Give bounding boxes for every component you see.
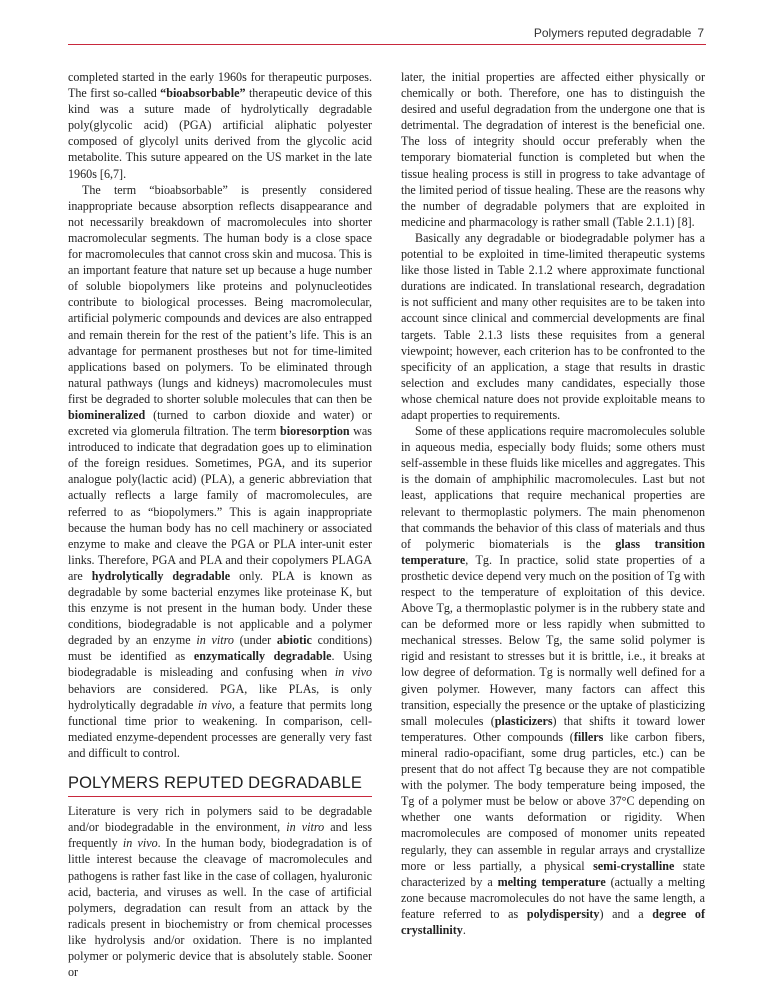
paragraph: later, the initial properties are affected either physically or chemically or both. Therefore, one has to distinguish the desired and useful degradation from the undergone one that is detrimental. The degradation of interest is the beneficial one. The loss of integrity should occur preferably when the temporary biomaterial function is completed but when the tissue healing process is still in progress to take advantage of the limited period of tissue healing. These are the reasons why the number of degradable polymers that are exploited in medicine and pharmacology is rather small (Table 2.1.1) [8]. [401,70,705,229]
bold-term: melting temperature [497,874,606,889]
running-title: Polymers reputed degradable [533,26,692,40]
bold-term: plasticizers [494,713,553,728]
italic-term: in vitro [196,633,234,648]
section-title: POLYMERS REPUTED DEGRADABLE [68,775,372,797]
bold-term: degree of crystallinity [401,906,706,937]
page-number: 7 [697,26,704,40]
bold-term: “bioabsorbable” [160,86,246,101]
paragraph: Some of these applications require macromolecules soluble in aqueous media, especially body fluids; some others must self-assemble in these fluids like micelles and aggregates. This is the domain of amphiphilic macromolecules. Last but not least, applications that require mechanical properties are relevant to thermoplastic polymers. The main phenomenon that commands the behavior of this class of materials and thus of polymeric biomaterials is the glass transition temperature, Tg. In practice, solid state properties of a prosthetic device depend very much on the position of Tg with respect to the temperature of exploitation of this device. Above Tg, a thermoplastic polymer is in the rubbery state and can be deformed more or less rapidly when submitted to mechanical stresses. Below Tg, the same solid polymer is rigid and resistant to stresses but it is brittle, i.e., it breaks at low degree of deformation. Tg is normally well defined for a given polymer. However, many factors can affect this transition, especially the presence or the uptake of plasticizing small molecules (plasticizers) that shifts it toward lower temperatures. Other compounds (fillers like carbon fibers, mineral radio-opacifiant, some drug particles, etc.) can be present that do not affect Tg because they are not compatible with the polymer. The body temperature being imposed, the Tg of a polymer must be below or above 37°C depending on whether one wants deformation or rigidity. When macromolecules are composed of monomer units repeated regularly, they can assemble in regular arrays and crystallize more or less partially, a physical semi-crystalline state characterized by a melting temperature (actually a melting zone because macromolecules do not have the same length, a feature referred to as polydispersity) and a degree of crystallinity. [401,424,706,937]
italic-term: in vivo [197,697,232,712]
paragraph: completed started in the early 1960s for therapeutic purposes. The first so-called “bioabsorbable” therapeutic device of this kind was a suture made of hydrolytically degradable poly(glycolic acid) (PGA) artificial aliphatic polyester composed of glycolyl units derived from the glycolic acid metabolite. This suture appeared on the US market in the late 1960s [6,7]. [68,70,372,181]
header-rule [68,44,706,45]
italic-term: in vivo [334,665,372,680]
paragraph: Basically any degradable or biodegradable polymer has a potential to be exploited in time-limited therapeutic systems like those listed in Table 2.1.2 where approximate functional durations are indicated. In translational research, degradation is not sufficient and many other requisites are to be taken into account since clinical and commercial developments are final targets. Table 2.1.3 lists these requisites from a general viewpoint; however, each criterion has to be confronted to the specificity of an application, a stage that results in drastic selection and excludes many candidates, especially those whose chemical nature does not provide exploitable means to adapt properties to requirements. [401,230,705,422]
bold-term: enzymatically degradable [193,649,332,664]
bold-term: semi-crystalline [593,858,675,873]
running-header [534,26,704,40]
right-column [401,69,705,938]
bold-term: fillers [573,729,604,744]
paragraph: The term “bioabsorbable” is presently considered inappropriate because absorption reflects disappearance and not necessarily breakdown of macromolecules into shorter macromolecular segments. The human body is a close space for macromolecules that cannot cross skin and mucosa. This is an important feature that nature set up because a huge number of soluble biopolymers like proteins and polynucleotides contribute to biological processes. Being macromolecular, artificial polymeric compounds and devices are also entrapped and remain therein for the rest of the patient’s life. This is an advantage for permanent prostheses but not for time-limited applications based on polymers. To be eliminated through natural pathways (lungs and kidneys) macromolecules must first be degraded to shorter soluble molecules that can then be biomineralized (turned to carbon dioxide and water) or excreted via glomerula filtration. The term bioresorption was introduced to indicate that degradation goes up to elimination of the foreign residues. Sometimes, PGA, and its superior analogue poly(lactic acid) (PLA), a generic abbreviation that actually reflects a large family of macromolecules, are referred to as “biopolymers.” This is again inappropriate because the human body has no cell machinery or associated enzyme to make and cleave the PGA or PLA inter-unit ester links. Therefore, PGA and PLA and their copolymers PLAGA are hydrolytically degradable only. PLA is known as degradable by some bacterial enzymes like proteinase K, but this enzyme is not present in the human body. Under these conditions, biodegradable is not applicable and a polymer degraded by an enzyme in vitro (under abiotic conditions) must be identified as enzymatically degradable. Using biodegradable is misleading and confusing when in vivo behaviors are considered. PGA, like PLAs, is only hydrolytically degradable in vivo, a feature that permits long functional time prior to weakening. In comparison, cell-mediated enzyme-dependent processes are generally very fast and difficult to control. [68,182,372,760]
bold-term: glass transition temperature [401,536,705,567]
bold-term: polydispersity [526,906,600,921]
italic-term: in vivo [122,836,158,851]
left-column [68,69,372,980]
paragraph: Literature is very rich in polymers said to be degradable and/or biodegradable in the environment, in vitro and less frequently in vivo. In the human body, biodegradation is of little interest because the cleavage of macromolecules and pathogens is rather fast like in the case of collagen, hyaluronic acid, bacteria, and viruses as well. In the case of artificial polymers, degradation can result from an attack by the radicals present in biochemistry or from chemical processes like hydrolysis and/or oxidation. There is no implanted polymer or polymeric device that is absolutely stable. Sooner or [68,804,373,980]
bold-term: bioresorption [279,424,350,439]
bold-term: abiotic [276,633,312,648]
italic-term: in vitro [286,820,325,835]
bold-term: biomineralized [68,407,146,422]
bold-term: hydrolytically degradable [91,568,231,583]
